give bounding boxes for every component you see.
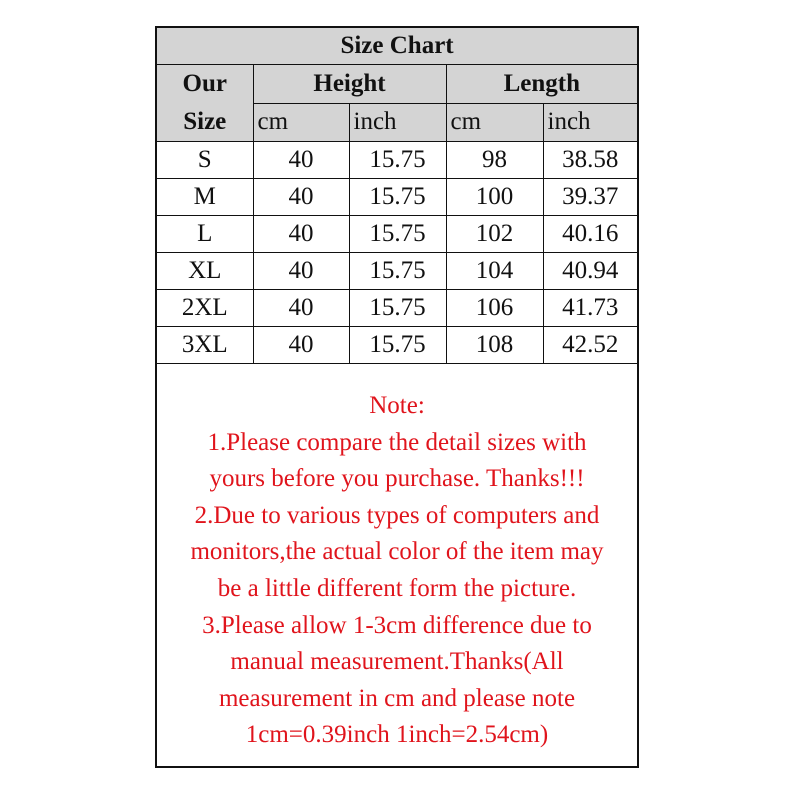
unit-height-inch: inch (349, 103, 446, 142)
length-cm-cell: 100 (446, 179, 543, 216)
note-line: be a little different form the picture. (217, 574, 577, 602)
table-row (157, 216, 637, 253)
size-cell: 2XL (157, 290, 253, 327)
height-cm-cell: 40 (253, 142, 349, 179)
table-row (157, 179, 637, 216)
note-heading: Note: (369, 392, 425, 419)
height-inch-cell: 15.75 (349, 142, 446, 179)
length-inch-cell: 40.16 (543, 216, 637, 253)
note-line: 1.Please compare the detail sizes with (207, 428, 587, 456)
height-cm-cell: 40 (253, 179, 349, 216)
note-line: 3.Please allow 1-3cm difference due to (202, 611, 592, 639)
note-line: measurement in cm and please note (218, 684, 576, 712)
size-chart (155, 26, 639, 768)
length-cm-cell: 104 (446, 253, 543, 290)
height-group-header: Height (253, 65, 446, 104)
note-line: 2.Due to various types of computers and (194, 501, 600, 529)
height-inch-cell: 15.75 (349, 253, 446, 290)
note-line: monitors,the actual color of the item may (190, 538, 604, 566)
length-cm-cell: 106 (446, 290, 543, 327)
length-inch-cell: 39.37 (543, 179, 637, 216)
length-inch-cell: 40.94 (543, 253, 637, 290)
table-row (157, 253, 637, 290)
height-cm-cell: 40 (253, 327, 349, 364)
table-row (157, 142, 637, 179)
length-inch-cell: 41.73 (543, 290, 637, 327)
height-inch-cell: 15.75 (349, 179, 446, 216)
height-inch-cell: 15.75 (349, 290, 446, 327)
height-inch-cell: 15.75 (349, 327, 446, 364)
length-inch-cell: 42.52 (543, 327, 637, 364)
unit-length-inch: inch (543, 103, 637, 142)
height-cm-cell: 40 (253, 253, 349, 290)
height-inch-cell: 15.75 (349, 216, 446, 253)
length-cm-cell: 108 (446, 327, 543, 364)
note-line: manual measurement.Thanks(All (230, 648, 564, 676)
table-row (157, 290, 637, 327)
our-size-header (157, 65, 253, 142)
note-block (157, 364, 637, 754)
table-row (157, 327, 637, 364)
chart-title: Size Chart (157, 28, 637, 65)
note-line: yours before you purchase. Thanks!!! (209, 465, 585, 493)
length-group-header: Length (446, 65, 637, 104)
height-cm-cell: 40 (253, 216, 349, 253)
size-cell: S (157, 142, 253, 179)
height-cm-cell: 40 (253, 290, 349, 327)
size-cell: XL (157, 253, 253, 290)
note-line: 1cm=0.39inch 1inch=2.54cm) (245, 721, 549, 749)
size-cell: L (157, 216, 253, 253)
length-cm-cell: 102 (446, 216, 543, 253)
size-cell: 3XL (157, 327, 253, 364)
our-size-line-1: Our (182, 70, 227, 97)
length-inch-cell: 38.58 (543, 142, 637, 179)
unit-length-cm: cm (446, 103, 543, 142)
our-size-line-2: Size (183, 108, 227, 135)
size-table (157, 28, 637, 364)
length-cm-cell: 98 (446, 142, 543, 179)
unit-height-cm: cm (253, 103, 349, 142)
size-cell: M (157, 179, 253, 216)
